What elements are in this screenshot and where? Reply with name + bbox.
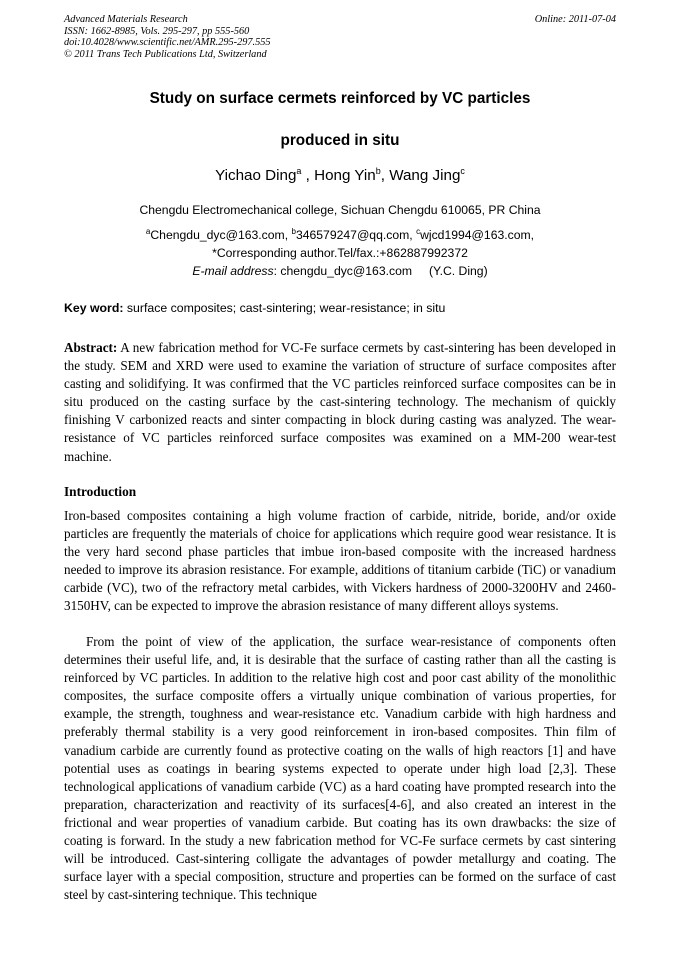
email-mark-c: c — [416, 227, 421, 236]
intro-paragraph-2: From the point of view of the application, the surface wear-resistance of components often determines their useful life, and, it is desirable that the surface of casting rather than all the casting is reinforced by VC particles. In addition to the relative high cost and poor cast ability of the monolithic composites, the surface composite offers a virtually unique combination of various properties, for example, the strength, toughness and wear-resistance etc. Vanadium carbide with high hardness and preferably thermal stability is a very good reinforcement in iron-based composites. Thin film of vanadium carbide are currently found as protective coating on the walls of high reactors [1] and have potential uses as coatings in bearing systems expected to operate under high load [2,3]. These technological applications of vanadium carbide (VC) as a hard coating have prompted research into the preparation, characterization and reactivity of its surfaces[4-6], and also created an interest in the frictional and wear properties of vanadium carbide. But coating has its own drawbacks: the size of coating is forward. In the study a new fabrication method for VC-Fe surface cermets by cast sintering will be introduced. Cast-sintering colligate the advantages of powder metallurgy and coating. The surface layer with a special composition, structure and properties can be formed on the surface of cast steel by cast-sintering technique. This technique — [64, 634, 616, 903]
contact-email — [64, 264, 616, 278]
author-emails — [64, 227, 616, 242]
author-separator: , — [301, 167, 315, 185]
journal-header — [64, 14, 616, 60]
keywords-text: surface composites; cast-sintering; wear-resistance; in situ — [123, 301, 446, 315]
email-a: Chengdu_dyc@163.com, — [150, 228, 292, 243]
author-3-mark: c — [460, 166, 465, 176]
email-mark-a: a — [145, 227, 151, 236]
abstract-label: Abstract: — [64, 340, 118, 355]
email-value: : chengdu_dyc@163.com (Y.C. Ding) — [273, 264, 488, 278]
journal-name: Advanced Materials Research — [64, 14, 188, 25]
keywords-label: Key word: — [64, 301, 124, 315]
online-date: Online: 2011-07-04 — [534, 14, 616, 25]
abstract — [64, 339, 616, 466]
corresponding-author: *Corresponding author.Tel/fax.:+862887992372 — [212, 246, 468, 260]
author-list — [64, 166, 616, 184]
journal-copyright: © 2011 Trans Tech Publications Ltd, Switzerland — [64, 48, 267, 60]
author-2: Hong Yin — [314, 167, 376, 185]
paper-title-line-1: Study on surface cermets reinforced by VC particles — [149, 90, 531, 107]
author-1-mark: a — [296, 166, 302, 176]
author-2-mark: b — [375, 166, 381, 176]
paper-title-line-2: produced in situ — [280, 132, 400, 149]
email-label: E-mail address — [192, 264, 274, 278]
author-1: Yichao Ding — [215, 167, 297, 185]
journal-issn: ISSN: 1662-8985, Vols. 295-297, pp 555-560 — [64, 25, 250, 37]
email-mark-b: b — [291, 227, 296, 236]
author-separator: , — [380, 167, 390, 185]
journal-doi: doi:10.4028/www.scientific.net/AMR.295-297.555 — [64, 37, 271, 49]
email-b: 346579247@qq.com, — [295, 228, 417, 243]
email-c: wjcd1994@163.com, — [420, 228, 535, 243]
abstract-text: A new fabrication method for VC-Fe surface cermets by cast-sintering has been developed in the study. SEM and XRD were used to examine the variation of structure of surface composites after casting and solidifying. It was confirmed that the VC particles reinforced surface composites can be in situ produced on the casting surface by the cast-sintering technology. The mechanism of quickly finishing V carbonized reacts and sinter compacting in block during casting was analyzed. The wear-resistance of VC particles reinforced surface composites was examined on a MM-200 wear-test machine. — [64, 340, 616, 464]
intro-paragraph-1: Iron-based composites containing a high volume fraction of carbide, nitride, boride, and/or oxide particles are frequently the materials of choice for applications which require good wear resistance. It is the very hard second phase particles that imbue iron-based composite with the increased hardness needed to improve its abrasion resistance. For example, additions of titanium carbide (TiC) or vanadium carbide (VC), two of the refractory metal carbides, with Vickers hardness of 2000-3200HV and 2460-3150HV, can be expected to improve the abrasion resistance of many different alloys systems. — [64, 508, 616, 614]
keywords — [64, 301, 616, 315]
affiliation: Chengdu Electromechanical college, Sichuan Chengdu 610065, PR China — [139, 203, 541, 217]
section-heading-introduction: Introduction — [64, 484, 137, 499]
author-3: Wang Jing — [389, 167, 461, 185]
